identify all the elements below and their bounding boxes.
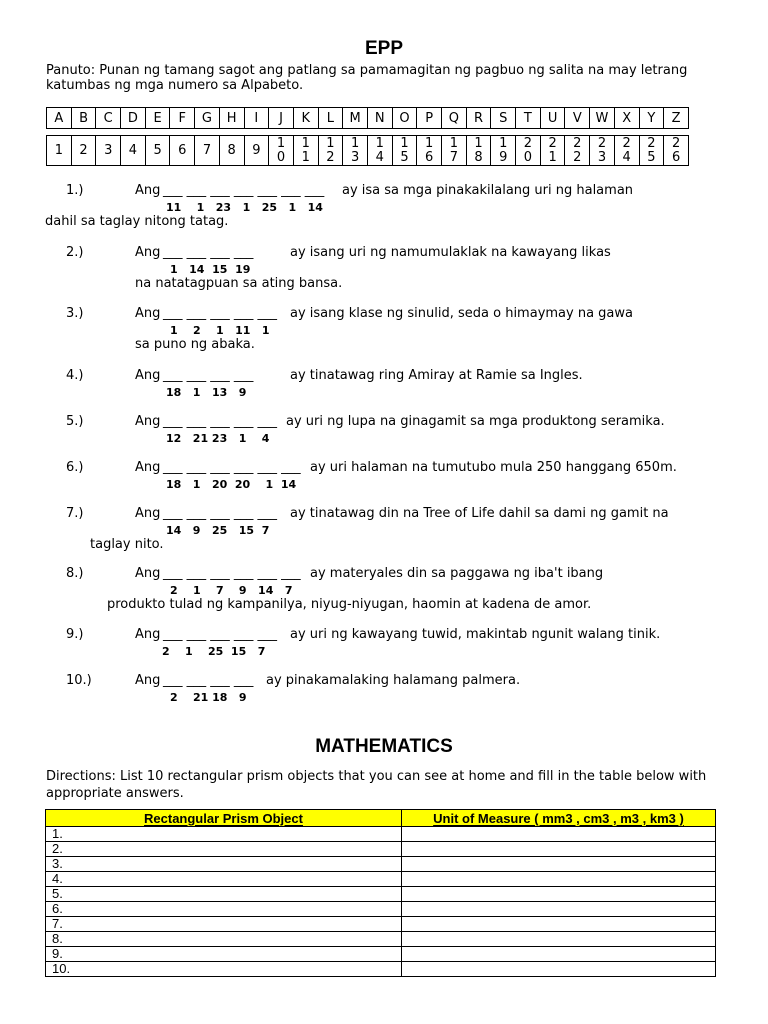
gap-cell bbox=[392, 129, 417, 136]
epp-instructions: Panuto: Punan ng tamang sagot ang patlang sa pamamagitan ng pagbuo ng salita na may letrang katumbas ng mga numero sa Alpabeto. bbox=[46, 63, 688, 93]
number-cell: 1 5 bbox=[392, 136, 417, 166]
gap-cell bbox=[293, 129, 318, 136]
answer-blanks[interactable]: ___ ___ ___ ___ ___ bbox=[163, 306, 278, 321]
table-row bbox=[46, 902, 716, 917]
row-unit-cell[interactable] bbox=[402, 947, 716, 962]
gap-cell bbox=[516, 129, 541, 136]
gap-cell bbox=[71, 129, 96, 136]
gap-cell bbox=[639, 129, 664, 136]
row-unit-cell[interactable] bbox=[402, 962, 716, 977]
letter-codes: 14 9 25 15 7 bbox=[166, 524, 270, 537]
letter-codes: 1 2 1 11 1 bbox=[170, 324, 270, 337]
number-cell: 4 bbox=[121, 136, 146, 166]
letter-codes: 2 1 7 9 14 7 bbox=[170, 584, 293, 597]
letter-codes: 2 1 25 15 7 bbox=[162, 645, 266, 658]
ang-word: Ang bbox=[135, 414, 161, 429]
table-row bbox=[46, 872, 716, 887]
gap-cell bbox=[540, 129, 565, 136]
row-object-cell[interactable]: 4. bbox=[46, 872, 402, 887]
table-row bbox=[46, 842, 716, 857]
table-row bbox=[46, 857, 716, 872]
math-directions: Directions: List 10 rectangular prism objects that you can see at home and fill in the table below with appropriate answers. bbox=[46, 769, 707, 801]
row-object-cell[interactable]: 10. bbox=[46, 962, 402, 977]
letter-cell: J bbox=[269, 108, 294, 129]
gap-cell bbox=[195, 129, 220, 136]
ang-word: Ang bbox=[135, 460, 161, 475]
letter-cell: B bbox=[71, 108, 96, 129]
letter-cell: T bbox=[516, 108, 541, 129]
gap-cell bbox=[565, 129, 590, 136]
question-number: 8.) bbox=[66, 566, 84, 581]
answer-blanks[interactable]: ___ ___ ___ ___ ___ bbox=[163, 414, 278, 429]
gap-cell bbox=[244, 129, 269, 136]
math-title: MATHEMATICS bbox=[315, 736, 453, 757]
question-text: ay uri ng kawayang tuwid, makintab ngunit walang tinik. bbox=[290, 627, 661, 642]
question-number: 5.) bbox=[66, 414, 84, 429]
gap-cell bbox=[664, 129, 689, 136]
letter-cell: S bbox=[491, 108, 516, 129]
ang-word: Ang bbox=[135, 245, 161, 260]
row-object-cell[interactable]: 9. bbox=[46, 947, 402, 962]
question-number: 4.) bbox=[66, 368, 84, 383]
gap-cell bbox=[219, 129, 244, 136]
row-unit-cell[interactable] bbox=[402, 902, 716, 917]
table-row bbox=[46, 947, 716, 962]
letter-codes: 18 1 20 20 1 14 bbox=[166, 478, 297, 491]
letter-cell: E bbox=[145, 108, 170, 129]
question-continuation: sa puno ng abaka. bbox=[135, 337, 255, 352]
question-text: ay uri ng lupa na ginagamit sa mga produktong seramika. bbox=[286, 414, 665, 429]
letter-cell: N bbox=[367, 108, 392, 129]
answer-blanks[interactable]: ___ ___ ___ ___ bbox=[163, 245, 254, 260]
gap-cell bbox=[442, 129, 467, 136]
answer-blanks[interactable]: ___ ___ ___ ___ bbox=[163, 368, 254, 383]
question-text: ay isang uri ng namumulaklak na kawayang likas bbox=[290, 245, 611, 260]
question-text: ay isang klase ng sinulid, seda o himaymay na gawa bbox=[290, 306, 633, 321]
letter-cell: A bbox=[47, 108, 72, 129]
row-unit-cell[interactable] bbox=[402, 842, 716, 857]
letter-cell: K bbox=[293, 108, 318, 129]
math-table bbox=[45, 809, 716, 977]
row-object-cell[interactable]: 2. bbox=[46, 842, 402, 857]
column-header-object: Rectangular Prism Object bbox=[46, 810, 402, 827]
question-continuation: dahil sa taglay nitong tatag. bbox=[45, 214, 229, 229]
number-cell: 1 3 bbox=[343, 136, 368, 166]
gap-cell bbox=[269, 129, 294, 136]
letter-codes: 18 1 13 9 bbox=[166, 386, 247, 399]
answer-blanks[interactable]: ___ ___ ___ ___ ___ ___ bbox=[163, 460, 301, 475]
table-row bbox=[46, 917, 716, 932]
number-cell: 1 1 bbox=[293, 136, 318, 166]
ang-word: Ang bbox=[135, 627, 161, 642]
number-cell: 1 6 bbox=[417, 136, 442, 166]
question-continuation: taglay nito. bbox=[90, 537, 164, 552]
epp-title: EPP bbox=[364, 38, 404, 59]
answer-blanks[interactable]: ___ ___ ___ ___ bbox=[163, 673, 254, 688]
ang-word: Ang bbox=[135, 566, 161, 581]
letter-cell: Y bbox=[639, 108, 664, 129]
gap-cell bbox=[614, 129, 639, 136]
row-unit-cell[interactable] bbox=[402, 872, 716, 887]
number-cell: 2 1 bbox=[540, 136, 565, 166]
gap-cell bbox=[417, 129, 442, 136]
answer-blanks[interactable]: ___ ___ ___ ___ ___ ___ bbox=[163, 566, 301, 581]
number-cell: 1 0 bbox=[269, 136, 294, 166]
gap-cell bbox=[318, 129, 343, 136]
question-text: ay materyales din sa paggawa ng iba't ibang bbox=[310, 566, 604, 581]
letter-cell: F bbox=[170, 108, 195, 129]
number-cell: 2 4 bbox=[614, 136, 639, 166]
row-unit-cell[interactable] bbox=[402, 827, 716, 842]
gap-cell bbox=[343, 129, 368, 136]
gap-cell bbox=[47, 129, 72, 136]
row-object-cell[interactable]: 1. bbox=[46, 827, 402, 842]
row-unit-cell[interactable] bbox=[402, 932, 716, 947]
question-number: 10.) bbox=[66, 673, 92, 688]
number-cell: 5 bbox=[145, 136, 170, 166]
ang-word: Ang bbox=[135, 183, 161, 198]
ang-word: Ang bbox=[135, 368, 161, 383]
question-number: 1.) bbox=[66, 183, 84, 198]
number-cell: 9 bbox=[244, 136, 269, 166]
letter-cell: R bbox=[466, 108, 491, 129]
letter-cell: O bbox=[392, 108, 417, 129]
row-unit-cell[interactable] bbox=[402, 917, 716, 932]
letter-cell: G bbox=[195, 108, 220, 129]
number-cell: 1 bbox=[47, 136, 72, 166]
question-text: ay tinatawag din na Tree of Life dahil sa dami ng gamit na bbox=[290, 506, 669, 521]
row-unit-cell[interactable] bbox=[402, 887, 716, 902]
ang-word: Ang bbox=[135, 306, 161, 321]
question-number: 9.) bbox=[66, 627, 84, 642]
ang-word: Ang bbox=[135, 673, 161, 688]
number-cell: 1 9 bbox=[491, 136, 516, 166]
table-row bbox=[46, 962, 716, 977]
letter-cell: V bbox=[565, 108, 590, 129]
letter-codes: 1 14 15 19 bbox=[170, 263, 251, 276]
letter-cell: P bbox=[417, 108, 442, 129]
answer-blanks[interactable]: ___ ___ ___ ___ ___ ___ ___ bbox=[163, 183, 325, 198]
letter-cell: H bbox=[219, 108, 244, 129]
number-cell: 2 2 bbox=[565, 136, 590, 166]
gap-cell bbox=[145, 129, 170, 136]
number-cell: 8 bbox=[219, 136, 244, 166]
row-object-cell[interactable]: 7. bbox=[46, 917, 402, 932]
letter-codes: 2 21 18 9 bbox=[170, 691, 247, 704]
question-text: ay tinatawag ring Amiray at Ramie sa Ingles. bbox=[290, 368, 583, 383]
ang-word: Ang bbox=[135, 506, 161, 521]
number-cell: 1 2 bbox=[318, 136, 343, 166]
row-object-cell[interactable]: 5. bbox=[46, 887, 402, 902]
number-cell: 1 4 bbox=[367, 136, 392, 166]
number-cell: 7 bbox=[195, 136, 220, 166]
question-text: ay uri halaman na tumutubo mula 250 hanggang 650m. bbox=[310, 460, 677, 475]
gap-cell bbox=[491, 129, 516, 136]
number-cell: 1 7 bbox=[442, 136, 467, 166]
letter-cell: M bbox=[343, 108, 368, 129]
letter-cell: X bbox=[614, 108, 639, 129]
letter-codes: 12 21 23 1 4 bbox=[166, 432, 270, 445]
row-object-cell[interactable]: 3. bbox=[46, 857, 402, 872]
number-cell: 2 6 bbox=[664, 136, 689, 166]
gap-cell bbox=[466, 129, 491, 136]
question-text: ay isa sa mga pinakakilalang uri ng halaman bbox=[342, 183, 634, 198]
alphabet-table bbox=[46, 107, 689, 166]
letter-codes: 11 1 23 1 25 1 14 bbox=[166, 201, 323, 214]
question-number: 2.) bbox=[66, 245, 84, 260]
row-object-cell[interactable]: 8. bbox=[46, 932, 402, 947]
table-row bbox=[46, 932, 716, 947]
letter-cell: C bbox=[96, 108, 121, 129]
number-cell: 2 3 bbox=[590, 136, 615, 166]
number-cell: 2 5 bbox=[639, 136, 664, 166]
number-cell: 1 8 bbox=[466, 136, 491, 166]
letter-cell: W bbox=[590, 108, 615, 129]
letter-cell: Z bbox=[664, 108, 689, 129]
answer-blanks[interactable]: ___ ___ ___ ___ ___ bbox=[163, 506, 278, 521]
question-continuation: na natatagpuan sa ating bansa. bbox=[135, 276, 343, 291]
number-cell: 2 0 bbox=[516, 136, 541, 166]
letter-cell: U bbox=[540, 108, 565, 129]
gap-cell bbox=[121, 129, 146, 136]
table-row bbox=[46, 827, 716, 842]
number-cell: 6 bbox=[170, 136, 195, 166]
gap-cell bbox=[367, 129, 392, 136]
question-number: 6.) bbox=[66, 460, 84, 475]
gap-cell bbox=[590, 129, 615, 136]
gap-cell bbox=[96, 129, 121, 136]
row-unit-cell[interactable] bbox=[402, 857, 716, 872]
question-continuation: produkto tulad ng kampanilya, niyug-niyugan, haomin at kadena de amor. bbox=[107, 597, 592, 612]
number-cell: 3 bbox=[96, 136, 121, 166]
question-text: ay pinakamalaking halamang palmera. bbox=[266, 673, 521, 688]
letter-cell: Q bbox=[442, 108, 467, 129]
letter-cell: I bbox=[244, 108, 269, 129]
row-object-cell[interactable]: 6. bbox=[46, 902, 402, 917]
letter-cell: D bbox=[121, 108, 146, 129]
column-header-unit: Unit of Measure ( mm3 , cm3 , m3 , km3 ) bbox=[402, 810, 716, 827]
question-number: 7.) bbox=[66, 506, 84, 521]
question-number: 3.) bbox=[66, 306, 84, 321]
number-cell: 2 bbox=[71, 136, 96, 166]
table-row bbox=[46, 887, 716, 902]
gap-cell bbox=[170, 129, 195, 136]
letter-cell: L bbox=[318, 108, 343, 129]
answer-blanks[interactable]: ___ ___ ___ ___ ___ bbox=[163, 627, 278, 642]
